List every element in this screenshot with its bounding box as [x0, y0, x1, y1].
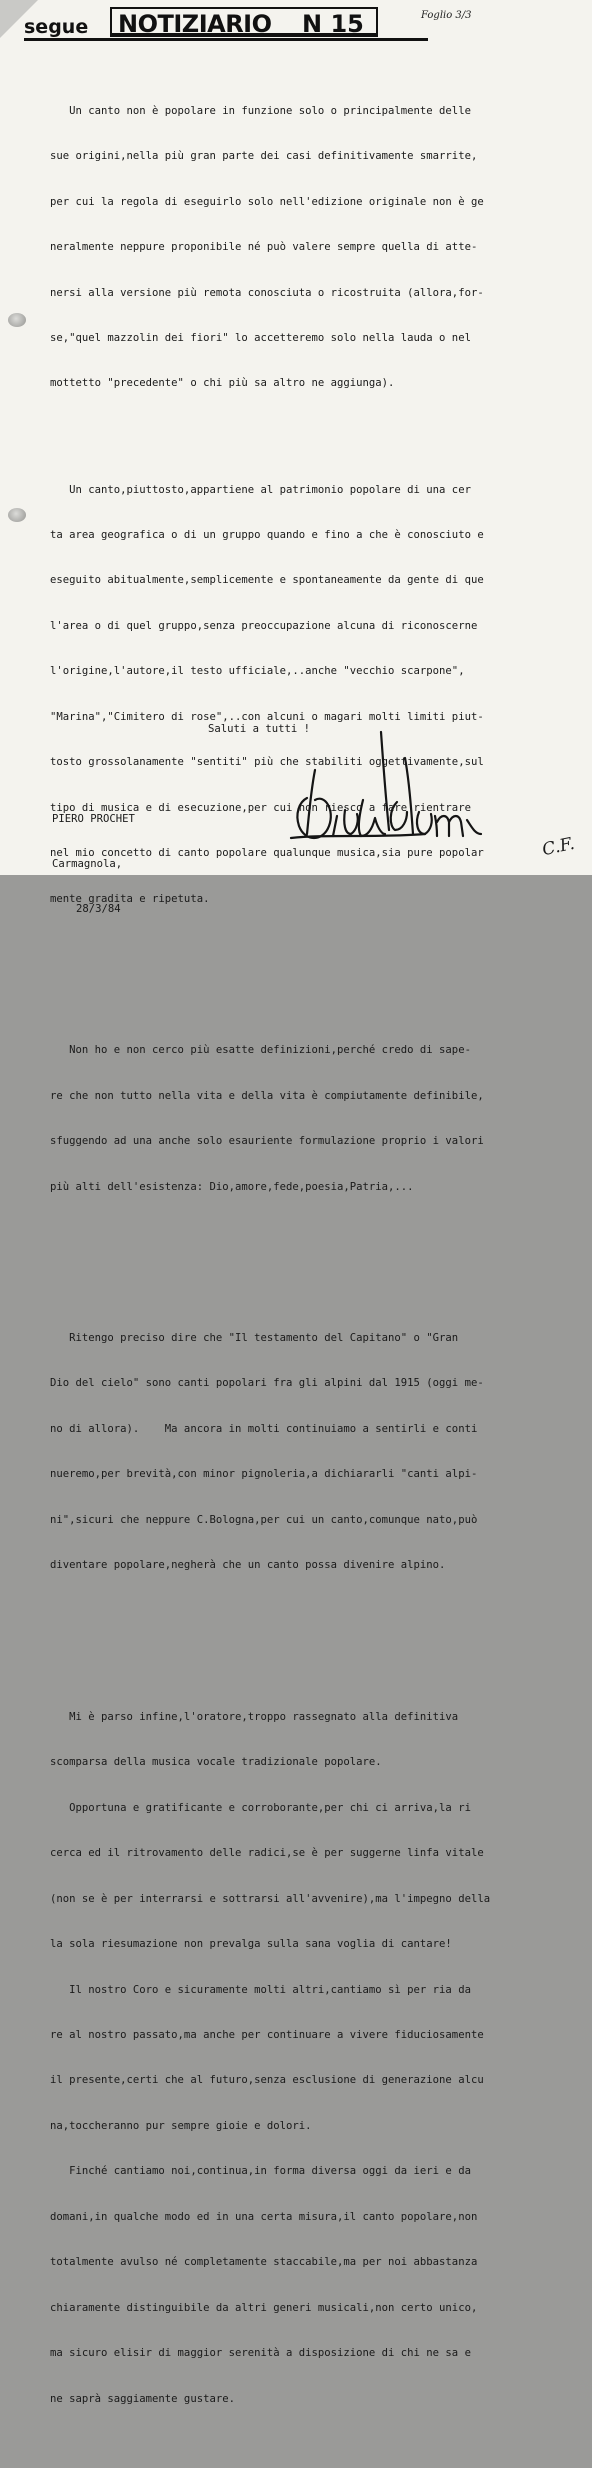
initials-mark [538, 828, 584, 862]
text-line: tosto grossolanamente "sentiti" più che stabiliti oggettivamente,sul [50, 756, 484, 769]
text-line: ma sicuro elisir di maggior serenità a disposizione di chi ne sa e [50, 2347, 471, 2360]
text-line: sfuggendo ad una anche solo esauriente formulazione proprio i valori [50, 1135, 484, 1148]
text-line: Ritengo preciso dire che "Il testamento del Capitano" o "Gran [50, 1331, 459, 1344]
author-place: Carmagnola, [52, 858, 123, 870]
author-date: 28/3/84 [76, 903, 121, 915]
newsletter-header [24, 5, 428, 39]
text-line: chiaramente distinguibile da altri generi musicali,non certo unico, [50, 2301, 478, 2314]
text-line: più alti dell'esistenza: Dio,amore,fede,poesia,Patria,... [50, 1180, 414, 1193]
text-line: nel mio concetto di canto popolare qualunque musica,sia pure popolar [50, 847, 484, 860]
text-line: per cui la regola di eseguirlo solo nell'edizione originale non è ge [50, 195, 484, 208]
text-line: nueremo,per brevità,con minor pignoleria,a dichiararli "canti alpi- [50, 1468, 478, 1481]
article-body [50, 43, 580, 2468]
text-line: se,"quel mazzolin dei fiori" lo accetteremo solo nella lauda o nel [50, 331, 471, 344]
text-line: nersi alla versione più remota conosciuta o ricostruita (allora,for- [50, 286, 484, 299]
text-line: ne saprà saggiamente gustare. [50, 2392, 235, 2405]
text-line: ta area geografica o di un gruppo quando e fino a che è conosciuto e [50, 529, 484, 541]
text-line: re che non tutto nella vita e della vita è compiutamente definibile, [50, 1089, 484, 1102]
author-block [52, 782, 135, 947]
closing-greeting: Saluti a tutti ! [208, 723, 311, 735]
text-line: neralmente neppure proponibile né può valere sempre quella di atte- [50, 241, 478, 254]
text-line: eseguito abitualmente,semplicemente e spontaneamente da gente di que [50, 574, 484, 587]
text-line: Non ho e non cerco più esatte definizioni,perché credo di sape- [50, 1044, 471, 1057]
text-line: "Marina","Cimitero di rose",..con alcuni o magari molti limiti piut- [50, 710, 484, 723]
text-line: Dio del cielo" sono canti popolari fra gli alpini dal 1915 (oggi me- [50, 1377, 484, 1390]
text-line: Opportuna e gratificante e corroborante,per chi ci arriva,la ri [50, 1801, 471, 1814]
header-prefix: segue [24, 16, 89, 38]
text-line: (non se è per interrarsi e sottrarsi all'avvenire),ma l'impegno della [50, 1892, 491, 1905]
sheet-note: Foglio 3/3 [421, 10, 472, 21]
issue-number [302, 10, 364, 38]
header-title-box [110, 7, 378, 37]
text-line: Finché cantiamo noi,continua,in forma diversa oggi da ieri e da [50, 2165, 471, 2178]
text-line: Un canto non è popolare in funzione solo o principalmente delle [50, 104, 471, 117]
text-line: Un canto,piuttosto,appartiene al patrimonio popolare di una cer [50, 483, 471, 496]
text-line: domani,in qualche modo ed in una certa misura,il canto popolare,non [50, 2210, 478, 2223]
punch-hole-bottom [8, 508, 26, 522]
paragraph-1 [50, 73, 580, 422]
text-line: il presente,certi che al futuro,senza esclusione di generazione alcu [50, 2074, 484, 2087]
text-line: tipo di musica e di esecuzione,per cui non riesco a fare rientrare [50, 801, 471, 814]
paragraph-4 [50, 1301, 580, 1604]
text-line: scomparsa della musica vocale tradizionale popolare. [50, 1756, 382, 1769]
text-line: Il nostro Coro e sicuramente molti altri,cantiamo sì per ria da [50, 1983, 471, 1996]
newsletter-title: NOTIZIARIO [118, 10, 272, 38]
text-line: l'area o di quel gruppo,senza preoccupazione alcuna di riconoscerne [50, 619, 478, 632]
text-line: diventare popolare,negherà che un canto possa divenire alpino. [50, 1559, 446, 1572]
text-line: na,toccheranno pur sempre gioie e dolori. [50, 2119, 312, 2132]
paragraph-5 [50, 1679, 580, 2437]
text-line: re al nostro passato,ma anche per continuare a vivere fiduciosamente [50, 2029, 484, 2041]
text-line: sue origini,nella più gran parte dei casi definitivamente smarrite, [50, 150, 478, 163]
text-line: l'origine,l'autore,il testo ufficiale,..anche "vecchio scarpone", [50, 665, 465, 678]
text-line: ni",sicuri che neppure C.Bologna,per cui un canto,comunque nato,può [50, 1513, 478, 1526]
author-name: PIERO PROCHET [52, 813, 135, 825]
initials-text: C.F. [540, 833, 577, 861]
text-line: la sola riesumazione non prevalga sulla sana voglia di cantare! [50, 1938, 452, 1951]
text-line: cerca ed il ritrovamento delle radici,se è per suggerne linfa vitale [50, 1847, 484, 1860]
text-line: mottetto "precedente" o chi più sa altro ne aggiunga). [50, 377, 395, 390]
text-line: mente gradita e ripetuta. [50, 892, 210, 905]
header-rule [24, 38, 428, 41]
text-line: totalmente avulso né completamente staccabile,ma per noi abbastanza [50, 2256, 478, 2269]
issue-number-value: 15 [330, 10, 364, 38]
text-line: Mi è parso infine,l'oratore,troppo rassegnato alla definitiva [50, 1710, 459, 1723]
punch-hole-top [8, 313, 26, 327]
handwritten-signature [285, 730, 490, 850]
text-line: no di allora). Ma ancora in molti continuiamo a sentirli e conti [50, 1422, 478, 1435]
paragraph-3 [50, 1013, 580, 1225]
issue-number-label: N [302, 10, 323, 38]
